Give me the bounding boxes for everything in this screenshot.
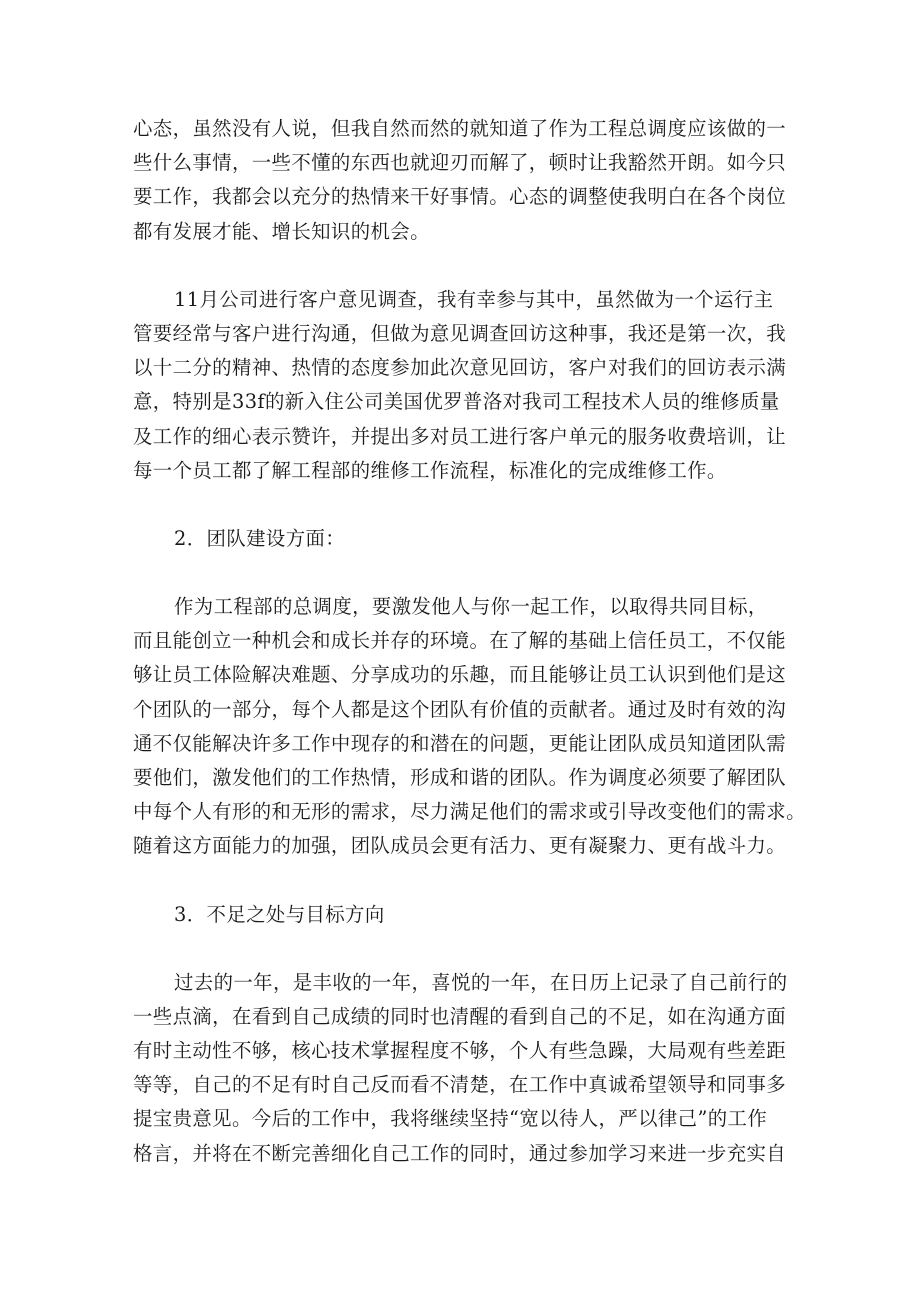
text-line: 等等，自己的不足有时自己反而看不清楚，在工作中真诚希望领导和同事多 — [133, 1073, 787, 1097]
text-line: 11月公司进行客户意见调查，我有幸参与其中，虽然做为一个运行主 — [174, 287, 774, 311]
text-line: 以十二分的精神、热情的态度参加此次意见回访，客户对我们的回访表示满 — [133, 356, 787, 380]
paragraph-gap — [133, 556, 793, 590]
text-line: 而且能创立一种机会和成长并存的环境。在了解的基础上信任员工，不仅能 — [133, 629, 787, 653]
text-line: 每一个员工都了解工程部的维修工作流程，标准化的完成维修工作。 — [133, 458, 727, 482]
paragraph-gap — [133, 864, 793, 898]
section-heading-shortcomings: 3．不足之处与目标方向 — [174, 902, 385, 926]
paragraph-shortcomings — [133, 966, 793, 1171]
text-line: 够让员工体险解决难题、分享成功的乐趣，而且能够让员工认识到他们是这 — [133, 663, 787, 687]
text-line: 管要经常与客户进行沟通，但做为意见调查回访这种事，我还是第一次，我 — [133, 322, 787, 346]
paragraph-team-building — [133, 590, 806, 864]
text-line: 提宝贵意见。今后的工作中，我将继续坚持“宽以待人，严以律己”的工作 — [133, 1107, 768, 1131]
text-line: 意，特别是33f的新入住公司美国优罗普洛对我司工程技术人员的维修质量 — [133, 390, 780, 414]
text-line: 要他们，激发他们的工作热情，形成和谐的团队。作为调度必须要了解团队 — [133, 766, 787, 790]
text-line: 通不仅能解决许多工作中现存的和潜在的问题，更能让团队成员知道团队需 — [133, 731, 787, 755]
text-line: 作为工程部的总调度，要激发他人与你一起工作，以取得共同目标， — [174, 595, 768, 619]
text-line: 及工作的细心表示赞许，并提出多对员工进行客户单元的服务收费培训，让 — [133, 424, 787, 448]
text-line: 随着这方面能力的加强，团队成员会更有活力、更有凝聚力、更有战斗力。 — [133, 834, 787, 858]
paragraph-gap — [133, 932, 793, 966]
text-line: 有时主动性不够，核心技术掌握程度不够，个人有些急躁，大局观有些差距 — [133, 1039, 787, 1063]
text-line: 都有发展才能、增长知识的机会。 — [133, 219, 430, 243]
paragraph-gap — [133, 488, 793, 522]
text-line: 心态，虽然没有人说，但我自然而然的就知道了作为工程总调度应该做的一 — [133, 117, 787, 140]
text-line: 些什么事情，一些不懂的东西也就迎刃而解了，顿时让我豁然开朗。如今只 — [133, 151, 787, 175]
text-line: 格言，并将在不断完善细化自己工作的同时，通过参加学习来进一步充实自 — [133, 1141, 787, 1165]
text-line: 一些点滴，在看到自己成绩的同时也清醒的看到自己的不足，如在沟通方面 — [133, 1004, 787, 1028]
paragraph-attitude — [133, 112, 793, 249]
paragraph-gap — [133, 249, 793, 283]
paragraph-customer-survey — [133, 283, 793, 488]
document-body — [133, 112, 806, 1171]
text-line: 个团队的一部分，每个人都是这个团队有价值的贡献者。通过及时有效的沟 — [133, 697, 787, 721]
text-line: 过去的一年，是丰收的一年，喜悦的一年，在日历上记录了自己前行的 — [174, 970, 788, 994]
section-heading-team-building: 2．团队建设方面： — [174, 527, 346, 551]
text-line: 要工作，我都会以充分的热情来干好事情。心态的调整使我明白在各个岗位 — [133, 185, 787, 209]
text-line: 中每个人有形的和无形的需求，尽力满足他们的需求或引导改变他们的需求。 — [133, 800, 806, 824]
